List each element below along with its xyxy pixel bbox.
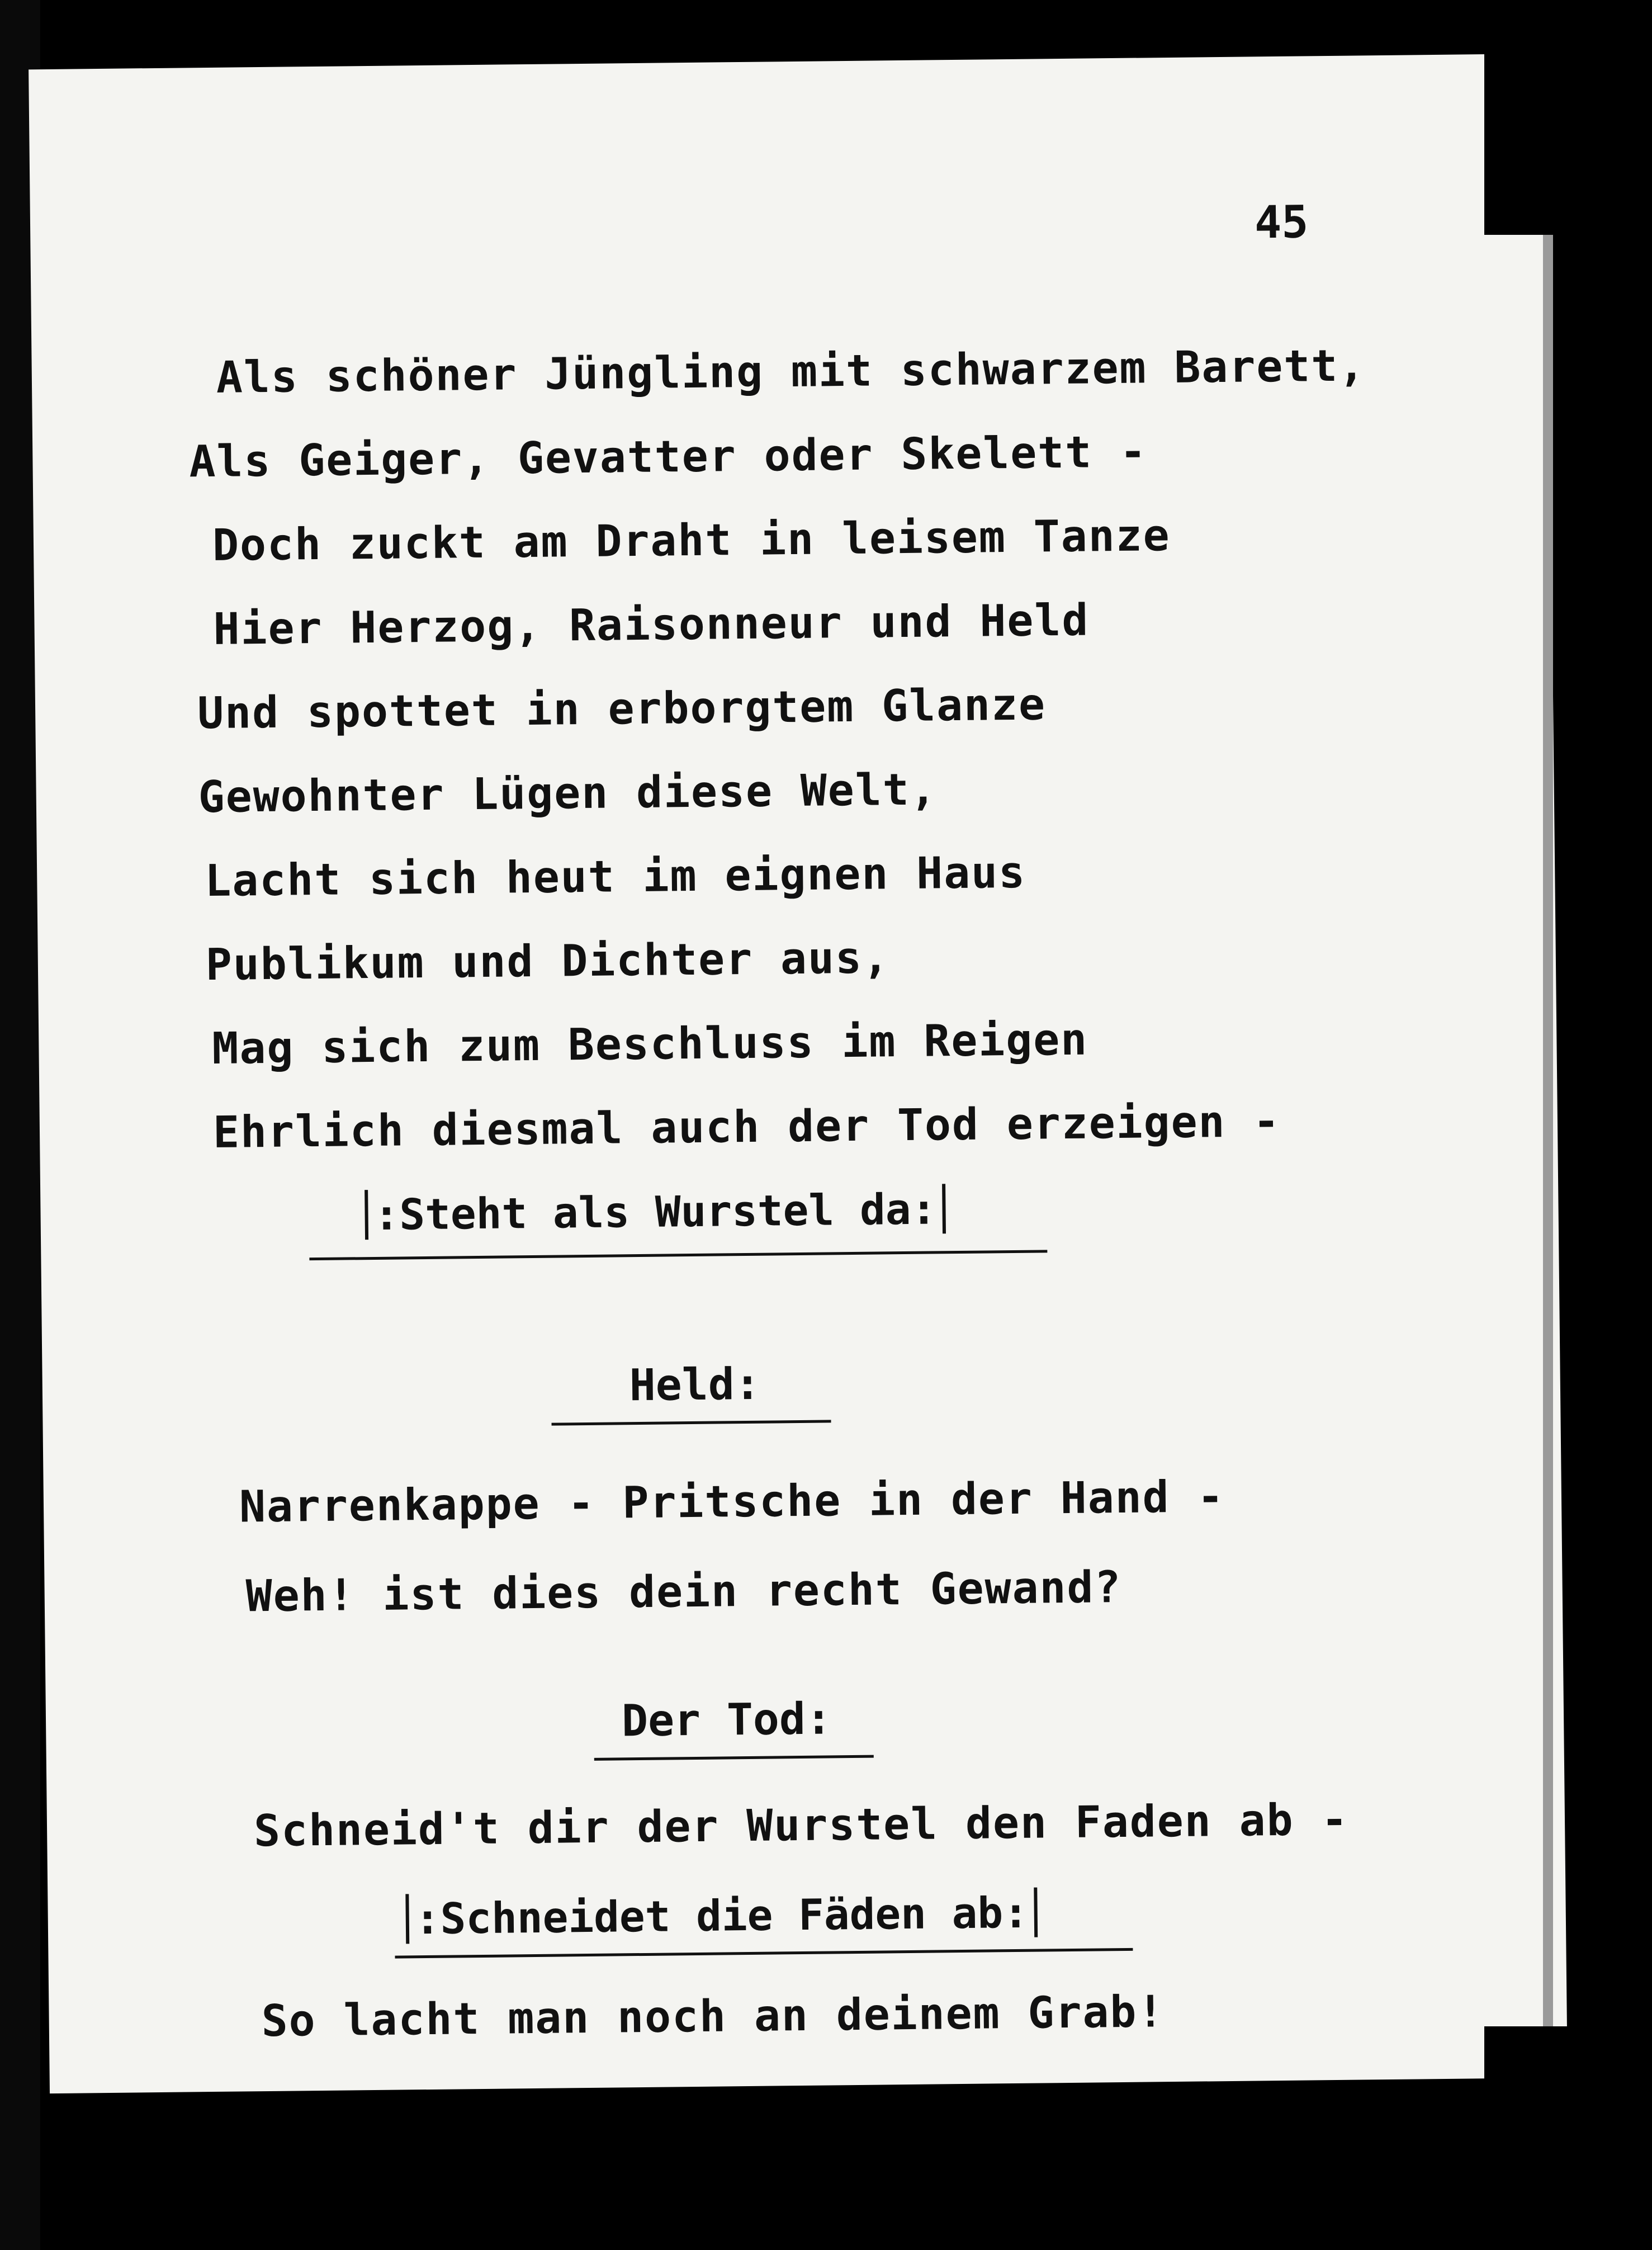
scan-corner-top-right bbox=[1484, 0, 1652, 235]
scan-right-edge bbox=[1543, 67, 1553, 2080]
typescript-page bbox=[29, 54, 1568, 2093]
underline-rule bbox=[309, 1250, 1047, 1260]
verse-line: Doch zuckt am Draht in leisem Tanze bbox=[212, 510, 1171, 571]
verse-line: Hier Herzog, Raisonneur und Held bbox=[213, 595, 1090, 655]
dialogue-line: So lacht man noch an deinem Grab! bbox=[261, 1987, 1165, 2047]
dialogue-line: Narrenkappe - Pritsche in der Hand - bbox=[239, 1472, 1225, 1533]
verse-line: Als Geiger, Gevatter oder Skelett - bbox=[189, 427, 1148, 488]
verse-line: Lacht sich heut im eignen Haus bbox=[204, 847, 1026, 907]
underline-rule bbox=[552, 1420, 831, 1425]
dialogue-line: Weh! ist dies dein recht Gewand? bbox=[245, 1562, 1122, 1622]
speaker-label: Der Tod: bbox=[621, 1694, 832, 1747]
underline-rule bbox=[395, 1948, 1133, 1959]
verse-line: Gewohnter Lügen diese Welt, bbox=[198, 764, 938, 823]
underline-rule bbox=[594, 1755, 874, 1761]
verse-line: Publikum und Dichter aus, bbox=[205, 933, 891, 991]
verse-line: Und spottet in erborgtem Glanze bbox=[197, 679, 1047, 739]
dialogue-line: Schneid't dir der Wurstel den Faden ab - bbox=[253, 1794, 1349, 1857]
verse-line: Als schöner Jüngling mit schwarzem Barett, bbox=[216, 341, 1366, 403]
stage-direction: :Steht als Wurstel da: bbox=[365, 1184, 946, 1240]
verse-line: Ehrlich diesmal auch der Tod erzeigen - bbox=[212, 1096, 1281, 1158]
speaker-label: Held: bbox=[629, 1359, 761, 1411]
page-number: 45 bbox=[1254, 196, 1309, 249]
verse-line: Mag sich zum Beschluss im Reigen bbox=[212, 1014, 1088, 1074]
stage-direction: :Schneidet die Fäden ab: bbox=[405, 1888, 1038, 1944]
scan-corner-bottom-right bbox=[1484, 2026, 1652, 2250]
